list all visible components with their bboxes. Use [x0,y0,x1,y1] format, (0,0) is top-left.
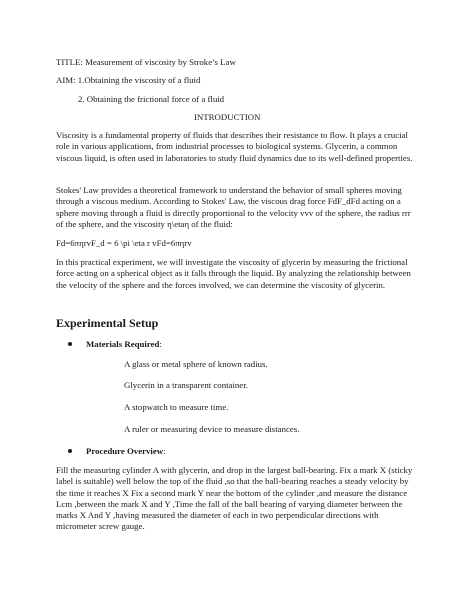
materials-bullet [68,339,162,350]
bullet-dot [68,449,72,453]
procedure-paragraph: Fill the measuring cylinder A with glycerin, and drop in the largest ball-bearing. Fix a mark X (sticky label is suitable) well below the top of the fluid ,so that the ball-bearing reaches a steady velocity by the time it reaches X Fix a second mark Y near the bottom of the cylinder ,and measure the distance Lcm ,between the mark X and Y ,Time the fall of the ball bearing of varying diameter between the marks X And Y ,having measured the diameter of each in two perpendicular directions with micrometer screw gauge. [56,465,413,532]
procedure-bullet [68,446,166,457]
material-item: A glass or metal sphere of known radius. [124,359,268,369]
intro-paragraph-2: Stokes' Law provides a theoretical framework to understand the behavior of small spheres moving through a viscous medium. According to Stokes' Law, the viscous drag force FdF_dFd acting on a sphere moving through a fluid is directly proportional to the velocity vvv of the sphere, the radius rrr of the sphere, and the viscosity η\etaη of the fluid: [56,185,411,229]
intro-heading: INTRODUCTION [194,112,261,122]
procedure-colon: : [163,446,166,456]
title-line: TITLE: Measurement of viscosity by Stroke’s Law [56,57,236,67]
stokes-formula: Fd=6πηrvF_d = 6 \pi \eta r vFd=6πηrv [56,238,192,248]
intro-paragraph-3: In this practical experiment, we will investigate the viscosity of glycerin by measuring the frictional force acting on a spherical object as it falls through the liquid. By analyzing the relationship between the velocity of the sphere and the forces involved, we can determine the viscosity of glycerin. [56,257,411,290]
material-item: A ruler or measuring device to measure distances. [124,424,300,434]
procedure-label: Procedure Overview [86,446,164,456]
materials-label: Materials Required [86,339,160,349]
bullet-dot [68,342,72,346]
intro-paragraph-1: Viscosity is a fundamental property of fluids that describes their resistance to flow. It plays a crucial role in various applications, from industrial processes to biological systems. Glycerin, a common viscous liquid, is often used in laboratories to study fluid dynamics due to its well-defined properties. [56,130,413,163]
materials-colon: : [159,339,162,349]
aim-line-2: 2. Obtaining the frictional force of a fluid [78,94,225,104]
material-item: A stopwatch to measure time. [124,402,229,412]
aim-line-1: AIM: 1.Obtaining the viscosity of a fluid [56,75,201,85]
material-item: Glycerin in a transparent container. [124,380,248,390]
experimental-setup-heading: Experimental Setup [56,316,159,330]
